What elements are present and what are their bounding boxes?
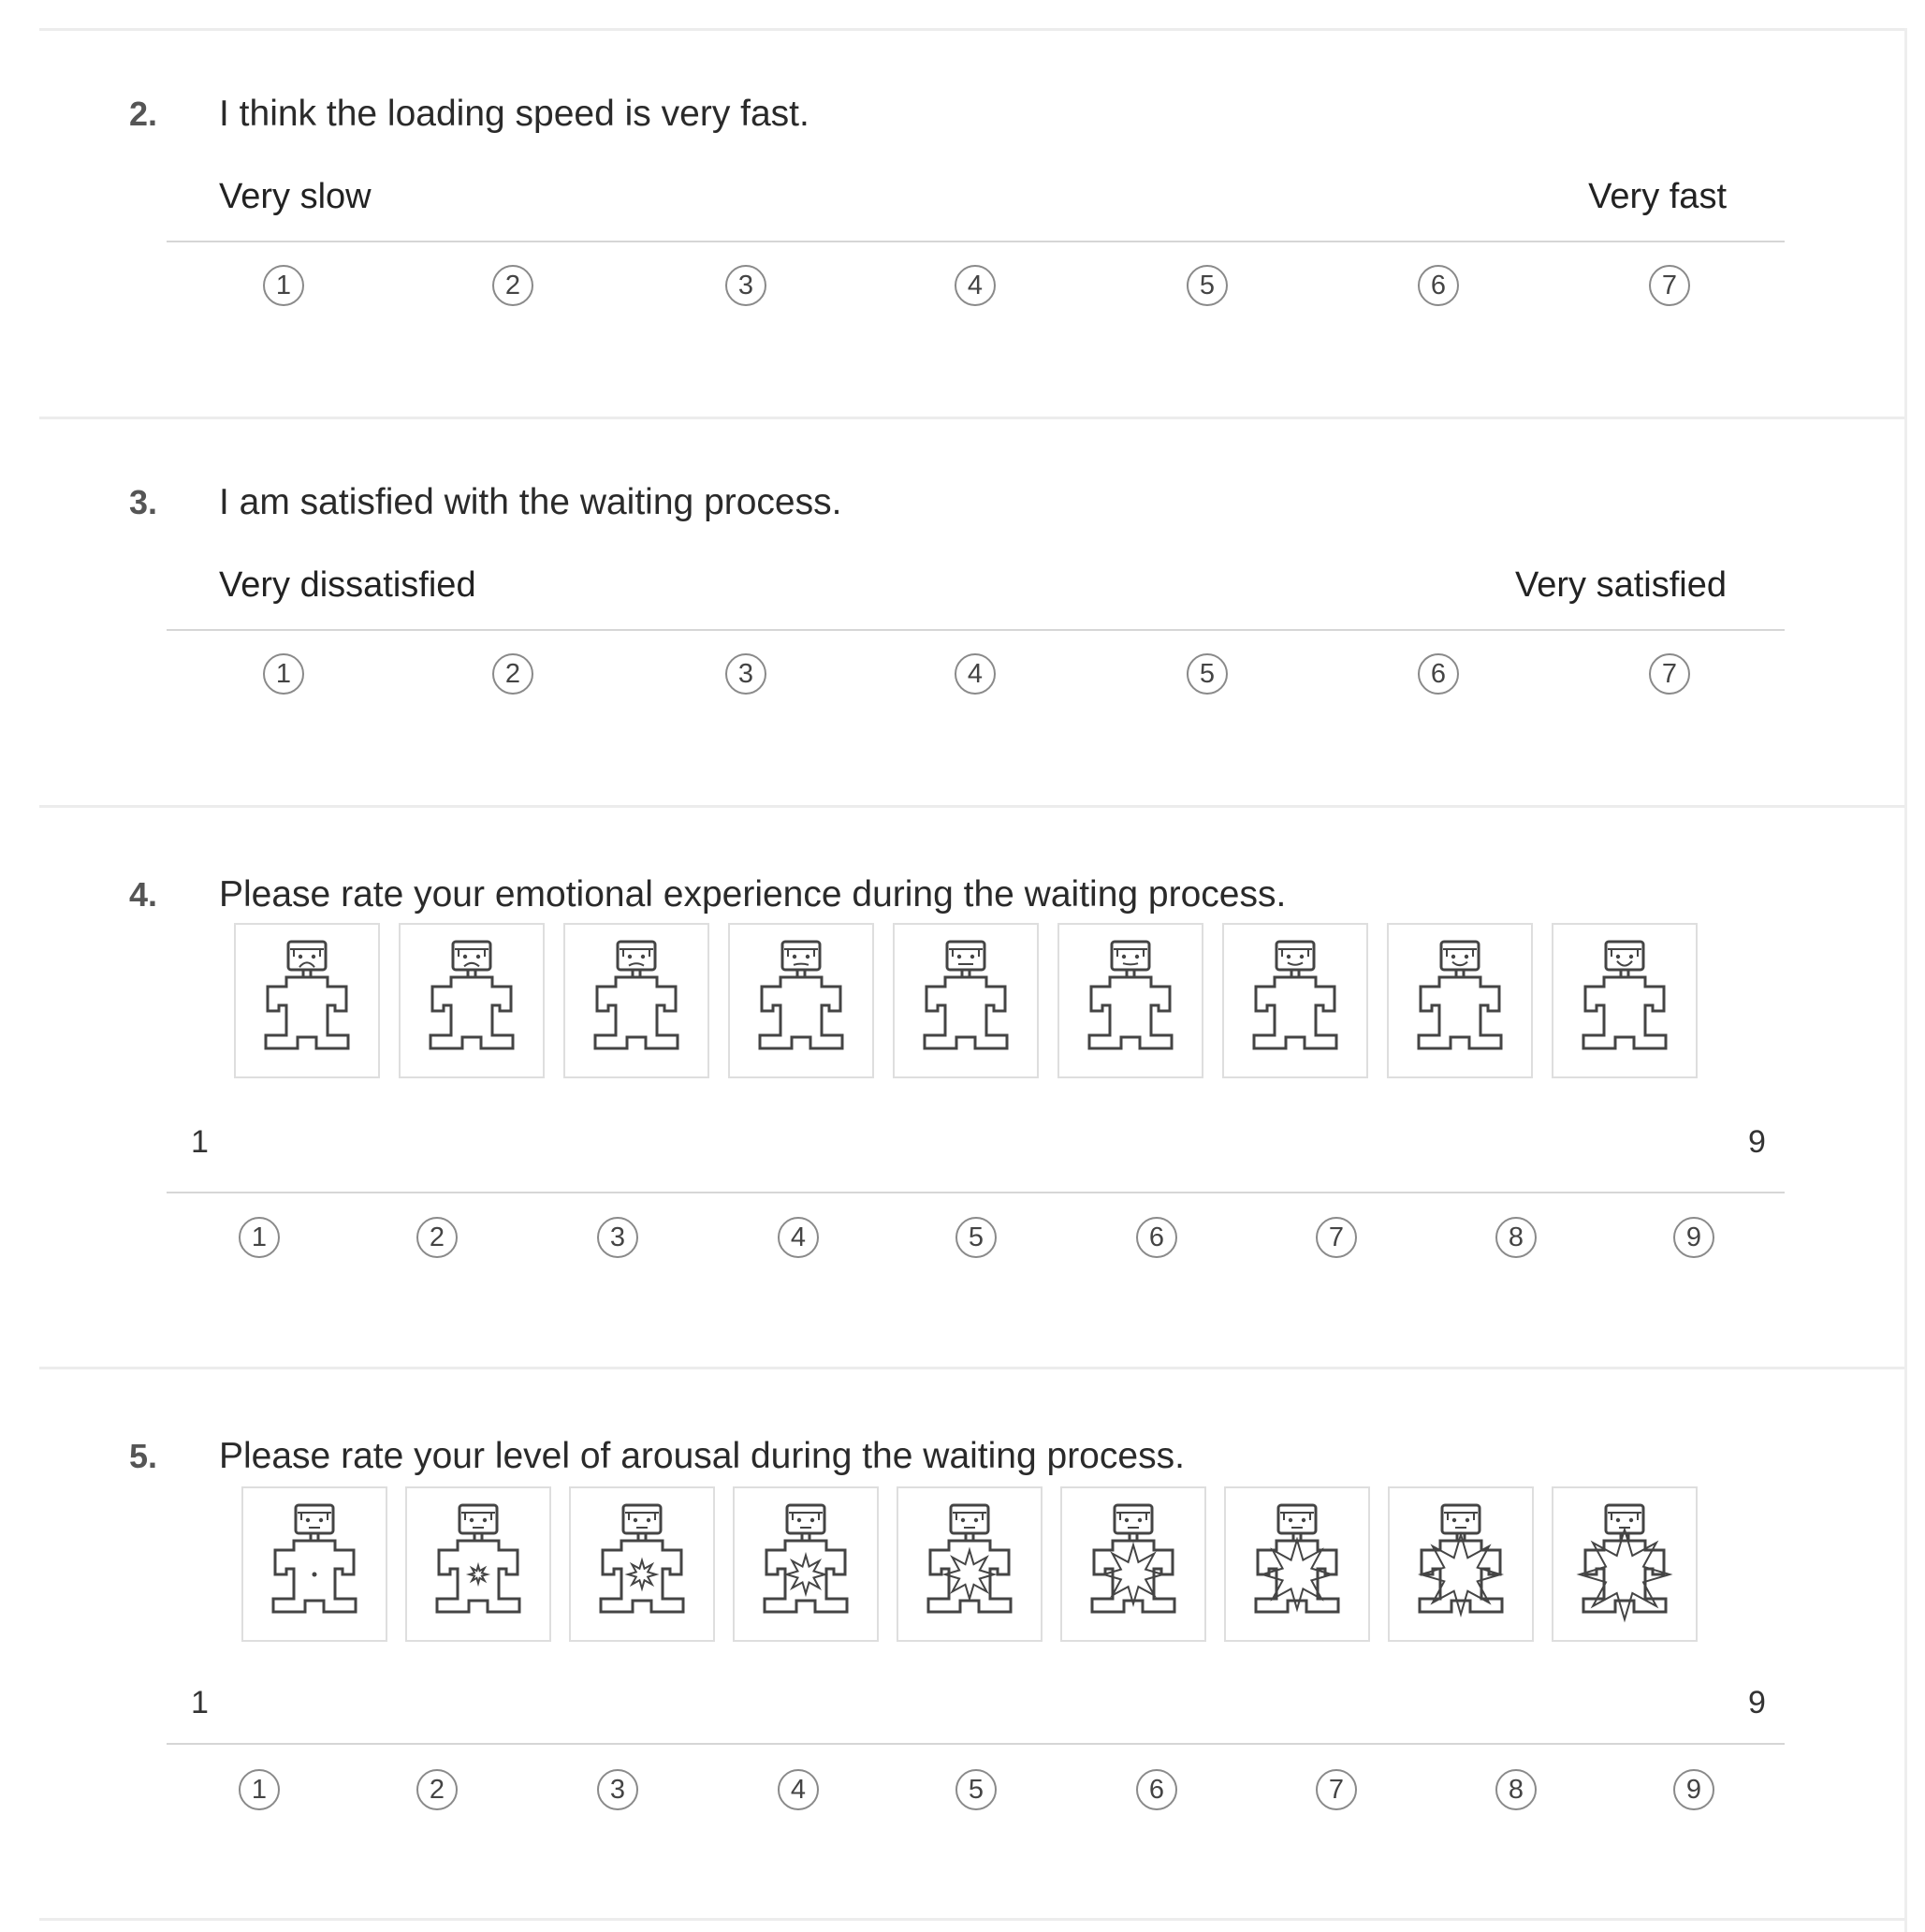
question-number: 4. <box>129 875 158 914</box>
option-5[interactable]: 5 <box>1187 265 1228 306</box>
arousal-manikin-2 <box>405 1486 551 1642</box>
option-5[interactable]: 5 <box>955 1217 997 1258</box>
manikin-figure <box>407 1488 549 1640</box>
option-6[interactable]: 6 <box>1136 1217 1177 1258</box>
option-5[interactable]: 5 <box>955 1769 997 1810</box>
arousal-manikin-1 <box>241 1486 387 1642</box>
manikin-figure <box>565 925 707 1076</box>
rating-options <box>0 653 1925 706</box>
manikin-figure <box>1390 1488 1532 1640</box>
rating-options <box>0 265 1925 317</box>
manikin-figure <box>1062 1488 1204 1640</box>
section-divider <box>39 805 1904 808</box>
option-3[interactable]: 3 <box>725 265 766 306</box>
option-2[interactable]: 2 <box>492 653 533 695</box>
option-7[interactable]: 7 <box>1316 1217 1357 1258</box>
question-text: I am satisfied with the waiting process. <box>219 482 842 522</box>
scale-rule <box>167 241 1785 242</box>
option-1[interactable]: 1 <box>263 653 304 695</box>
manikin-figure <box>1224 925 1366 1076</box>
scale-left-label: 1 <box>191 1685 209 1720</box>
scale-rule <box>167 629 1785 631</box>
scale-right-label: Very fast <box>1588 177 1727 216</box>
scale-left-label: Very dissatisfied <box>219 565 476 605</box>
valence-manikin-6 <box>1057 923 1203 1078</box>
valence-manikin-7 <box>1222 923 1368 1078</box>
manikin-figure <box>1059 925 1202 1076</box>
scale-right-label: 9 <box>1748 1124 1766 1160</box>
arousal-manikin-8 <box>1388 1486 1534 1642</box>
manikin-figure <box>1389 925 1531 1076</box>
manikin-figure <box>895 925 1037 1076</box>
option-1[interactable]: 1 <box>239 1769 280 1810</box>
option-3[interactable]: 3 <box>725 653 766 695</box>
section-divider <box>39 1367 1904 1369</box>
question-text: Please rate your level of arousal during the waiting process. <box>219 1436 1185 1476</box>
question-text: Please rate your emotional experience during the waiting process. <box>219 874 1287 915</box>
arousal-manikin-row <box>241 1486 1701 1644</box>
option-3[interactable]: 3 <box>597 1217 638 1258</box>
arousal-manikin-6 <box>1060 1486 1206 1642</box>
option-6[interactable]: 6 <box>1418 653 1459 695</box>
option-4[interactable]: 4 <box>955 265 996 306</box>
manikin-figure <box>571 1488 713 1640</box>
question-number: 3. <box>129 483 158 521</box>
rating-options <box>0 1217 1925 1269</box>
question-title <box>129 1434 1185 1479</box>
valence-manikin-1 <box>234 923 380 1078</box>
arousal-manikin-3 <box>569 1486 715 1642</box>
manikin-figure <box>401 925 543 1076</box>
valence-manikin-9 <box>1552 923 1698 1078</box>
section-divider <box>39 1918 1904 1921</box>
section-divider <box>39 417 1904 419</box>
valence-manikin-row <box>234 923 1694 1080</box>
scale-rule <box>167 1192 1785 1193</box>
manikin-figure <box>236 925 378 1076</box>
option-7[interactable]: 7 <box>1649 653 1690 695</box>
option-3[interactable]: 3 <box>597 1769 638 1810</box>
option-2[interactable]: 2 <box>492 265 533 306</box>
option-1[interactable]: 1 <box>239 1217 280 1258</box>
manikin-figure <box>898 1488 1041 1640</box>
scale-right-label: Very satisfied <box>1515 565 1727 605</box>
option-4[interactable]: 4 <box>778 1217 819 1258</box>
valence-manikin-8 <box>1387 923 1533 1078</box>
manikin-figure <box>243 1488 386 1640</box>
option-9[interactable]: 9 <box>1673 1769 1714 1810</box>
scale-right-label: 9 <box>1748 1685 1766 1720</box>
valence-manikin-2 <box>399 923 545 1078</box>
option-7[interactable]: 7 <box>1649 265 1690 306</box>
option-2[interactable]: 2 <box>416 1769 458 1810</box>
scale-left-label: 1 <box>191 1124 209 1160</box>
valence-manikin-4 <box>728 923 874 1078</box>
scale-rule <box>167 1743 1785 1745</box>
manikin-figure <box>1553 1488 1696 1640</box>
option-4[interactable]: 4 <box>955 653 996 695</box>
option-1[interactable]: 1 <box>263 265 304 306</box>
question-text: I think the loading speed is very fast. <box>219 94 809 134</box>
manikin-figure <box>730 925 872 1076</box>
manikin-figure <box>1226 1488 1368 1640</box>
option-2[interactable]: 2 <box>416 1217 458 1258</box>
valence-manikin-5 <box>893 923 1039 1078</box>
question-title <box>129 872 1287 917</box>
manikin-figure <box>735 1488 877 1640</box>
option-7[interactable]: 7 <box>1316 1769 1357 1810</box>
question-title <box>129 480 842 525</box>
arousal-manikin-7 <box>1224 1486 1370 1642</box>
arousal-manikin-4 <box>733 1486 879 1642</box>
scale-left-label: Very slow <box>219 177 372 216</box>
arousal-manikin-5 <box>897 1486 1043 1642</box>
question-number: 5. <box>129 1437 158 1475</box>
question-number: 2. <box>129 95 158 133</box>
option-6[interactable]: 6 <box>1136 1769 1177 1810</box>
option-5[interactable]: 5 <box>1187 653 1228 695</box>
option-6[interactable]: 6 <box>1418 265 1459 306</box>
option-4[interactable]: 4 <box>778 1769 819 1810</box>
rating-options <box>0 1769 1925 1822</box>
question-title <box>129 92 809 137</box>
valence-manikin-3 <box>563 923 709 1078</box>
option-9[interactable]: 9 <box>1673 1217 1714 1258</box>
section-divider <box>39 28 1904 31</box>
arousal-manikin-9 <box>1552 1486 1698 1642</box>
option-8[interactable]: 8 <box>1495 1217 1537 1258</box>
manikin-figure <box>1553 925 1696 1076</box>
option-8[interactable]: 8 <box>1495 1769 1537 1810</box>
